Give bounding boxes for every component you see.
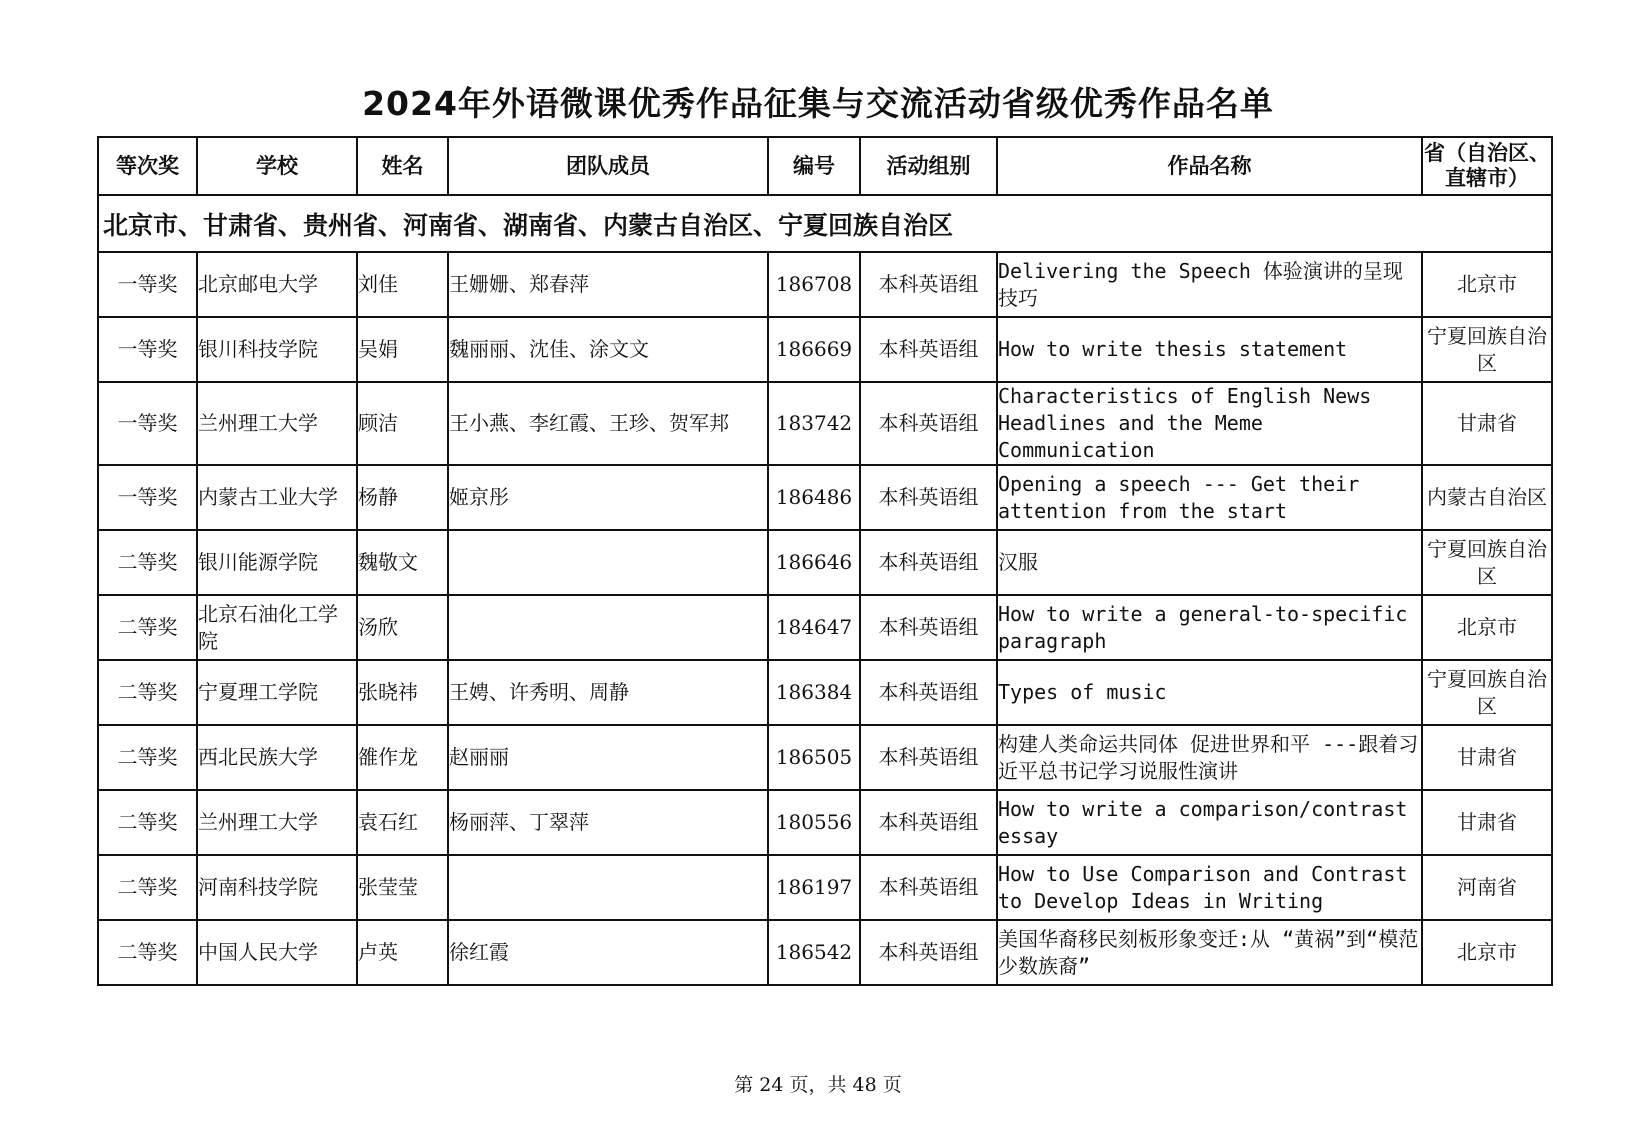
cell-id: 186197 (768, 855, 860, 920)
cell-id: 183742 (768, 382, 860, 465)
cell-work: How to write a general-to-specific paragraph (997, 595, 1422, 660)
cell-award: 一等奖 (98, 252, 197, 317)
cell-work: 美国华裔移民刻板形象变迁:从 “黄祸”到“模范少数族裔” (997, 920, 1422, 985)
cell-name: 顾洁 (357, 382, 448, 465)
cell-school: 兰州理工大学 (197, 382, 357, 465)
cell-id: 186384 (768, 660, 860, 725)
cell-province: 北京市 (1422, 595, 1552, 660)
header-province: 省（自治区、直辖市） (1422, 137, 1552, 195)
cell-province: 宁夏回族自治区 (1422, 530, 1552, 595)
cell-name: 雒作龙 (357, 725, 448, 790)
cell-school: 内蒙古工业大学 (197, 465, 357, 530)
cell-team: 姬京彤 (448, 465, 768, 530)
cell-award: 二等奖 (98, 530, 197, 595)
cell-group: 本科英语组 (860, 317, 997, 382)
cell-id: 186669 (768, 317, 860, 382)
cell-province: 内蒙古自治区 (1422, 465, 1552, 530)
header-id: 编号 (768, 137, 860, 195)
cell-province: 甘肃省 (1422, 725, 1552, 790)
cell-id: 186708 (768, 252, 860, 317)
header-work: 作品名称 (997, 137, 1422, 195)
cell-group: 本科英语组 (860, 920, 997, 985)
cell-work: How to write a comparison/contrast essay (997, 790, 1422, 855)
cell-group: 本科英语组 (860, 725, 997, 790)
cell-school: 北京邮电大学 (197, 252, 357, 317)
cell-name: 刘佳 (357, 252, 448, 317)
cell-team (448, 530, 768, 595)
header-team: 团队成员 (448, 137, 768, 195)
cell-team: 赵丽丽 (448, 725, 768, 790)
cell-award: 二等奖 (98, 920, 197, 985)
table-row (98, 855, 1552, 920)
table-row (98, 317, 1552, 382)
table-body (98, 252, 1552, 985)
cell-award: 二等奖 (98, 790, 197, 855)
table-row (98, 790, 1552, 855)
cell-province: 甘肃省 (1422, 790, 1552, 855)
cell-group: 本科英语组 (860, 855, 997, 920)
section-label: 北京市、甘肃省、贵州省、河南省、湖南省、内蒙古自治区、宁夏回族自治区 (98, 195, 1552, 252)
cell-id: 186646 (768, 530, 860, 595)
cell-team (448, 595, 768, 660)
cell-name: 魏敬文 (357, 530, 448, 595)
cell-school: 银川科技学院 (197, 317, 357, 382)
cell-work: How to write thesis statement (997, 317, 1422, 382)
cell-award: 二等奖 (98, 660, 197, 725)
cell-school: 河南科技学院 (197, 855, 357, 920)
cell-group: 本科英语组 (860, 465, 997, 530)
cell-work: Opening a speech --- Get their attention from the start (997, 465, 1422, 530)
cell-id: 184647 (768, 595, 860, 660)
cell-award: 二等奖 (98, 855, 197, 920)
section-row (98, 195, 1552, 252)
page-title: 2024年外语微课优秀作品征集与交流活动省级优秀作品名单 (362, 84, 1274, 123)
cell-province: 甘肃省 (1422, 382, 1552, 465)
table-row (98, 252, 1552, 317)
table-row (98, 382, 1552, 465)
cell-province: 北京市 (1422, 252, 1552, 317)
cell-award: 二等奖 (98, 595, 197, 660)
cell-group: 本科英语组 (860, 790, 997, 855)
cell-school: 西北民族大学 (197, 725, 357, 790)
cell-work: Delivering the Speech 体验演讲的呈现技巧 (997, 252, 1422, 317)
cell-team: 王小燕、李红霞、王珍、贺军邦 (448, 382, 768, 465)
cell-name: 张晓祎 (357, 660, 448, 725)
cell-team: 王姗姗、郑春萍 (448, 252, 768, 317)
cell-team (448, 855, 768, 920)
cell-award: 一等奖 (98, 317, 197, 382)
cell-school: 银川能源学院 (197, 530, 357, 595)
cell-province: 河南省 (1422, 855, 1552, 920)
table-row (98, 530, 1552, 595)
cell-name: 袁石红 (357, 790, 448, 855)
cell-province: 北京市 (1422, 920, 1552, 985)
cell-school: 北京石油化工学院 (197, 595, 357, 660)
cell-school: 中国人民大学 (197, 920, 357, 985)
cell-school: 兰州理工大学 (197, 790, 357, 855)
cell-name: 汤欣 (357, 595, 448, 660)
cell-team: 杨丽萍、丁翠萍 (448, 790, 768, 855)
cell-id: 186486 (768, 465, 860, 530)
table-row (98, 595, 1552, 660)
cell-group: 本科英语组 (860, 595, 997, 660)
cell-work: 构建人类命运共同体 促进世界和平 ---跟着习近平总书记学习说服性演讲 (997, 725, 1422, 790)
cell-school: 宁夏理工学院 (197, 660, 357, 725)
header-group: 活动组别 (860, 137, 997, 195)
cell-award: 二等奖 (98, 725, 197, 790)
cell-team: 魏丽丽、沈佳、涂文文 (448, 317, 768, 382)
table-row (98, 660, 1552, 725)
cell-group: 本科英语组 (860, 660, 997, 725)
header-name: 姓名 (357, 137, 448, 195)
cell-work: How to Use Comparison and Contrast to Develop Ideas in Writing (997, 855, 1422, 920)
cell-id: 186505 (768, 725, 860, 790)
table-row (98, 725, 1552, 790)
table-row (98, 465, 1552, 530)
header-award: 等次奖 (98, 137, 197, 195)
header-row (98, 137, 1552, 195)
cell-group: 本科英语组 (860, 530, 997, 595)
header-school: 学校 (197, 137, 357, 195)
cell-province: 宁夏回族自治区 (1422, 317, 1552, 382)
cell-group: 本科英语组 (860, 252, 997, 317)
cell-name: 吴娟 (357, 317, 448, 382)
cell-team: 王娉、许秀明、周静 (448, 660, 768, 725)
cell-name: 卢英 (357, 920, 448, 985)
awards-table (97, 136, 1553, 986)
cell-name: 张莹莹 (357, 855, 448, 920)
cell-group: 本科英语组 (860, 382, 997, 465)
table-row (98, 920, 1552, 985)
cell-province: 宁夏回族自治区 (1422, 660, 1552, 725)
cell-team: 徐红霞 (448, 920, 768, 985)
cell-work: 汉服 (997, 530, 1422, 595)
page-footer: 第 24 页，共 48 页 (734, 1074, 902, 1096)
cell-award: 一等奖 (98, 465, 197, 530)
cell-id: 180556 (768, 790, 860, 855)
cell-award: 一等奖 (98, 382, 197, 465)
cell-name: 杨静 (357, 465, 448, 530)
cell-work: Characteristics of English News Headlines and the Meme Communication (997, 382, 1422, 465)
cell-id: 186542 (768, 920, 860, 985)
cell-work: Types of music (997, 660, 1422, 725)
